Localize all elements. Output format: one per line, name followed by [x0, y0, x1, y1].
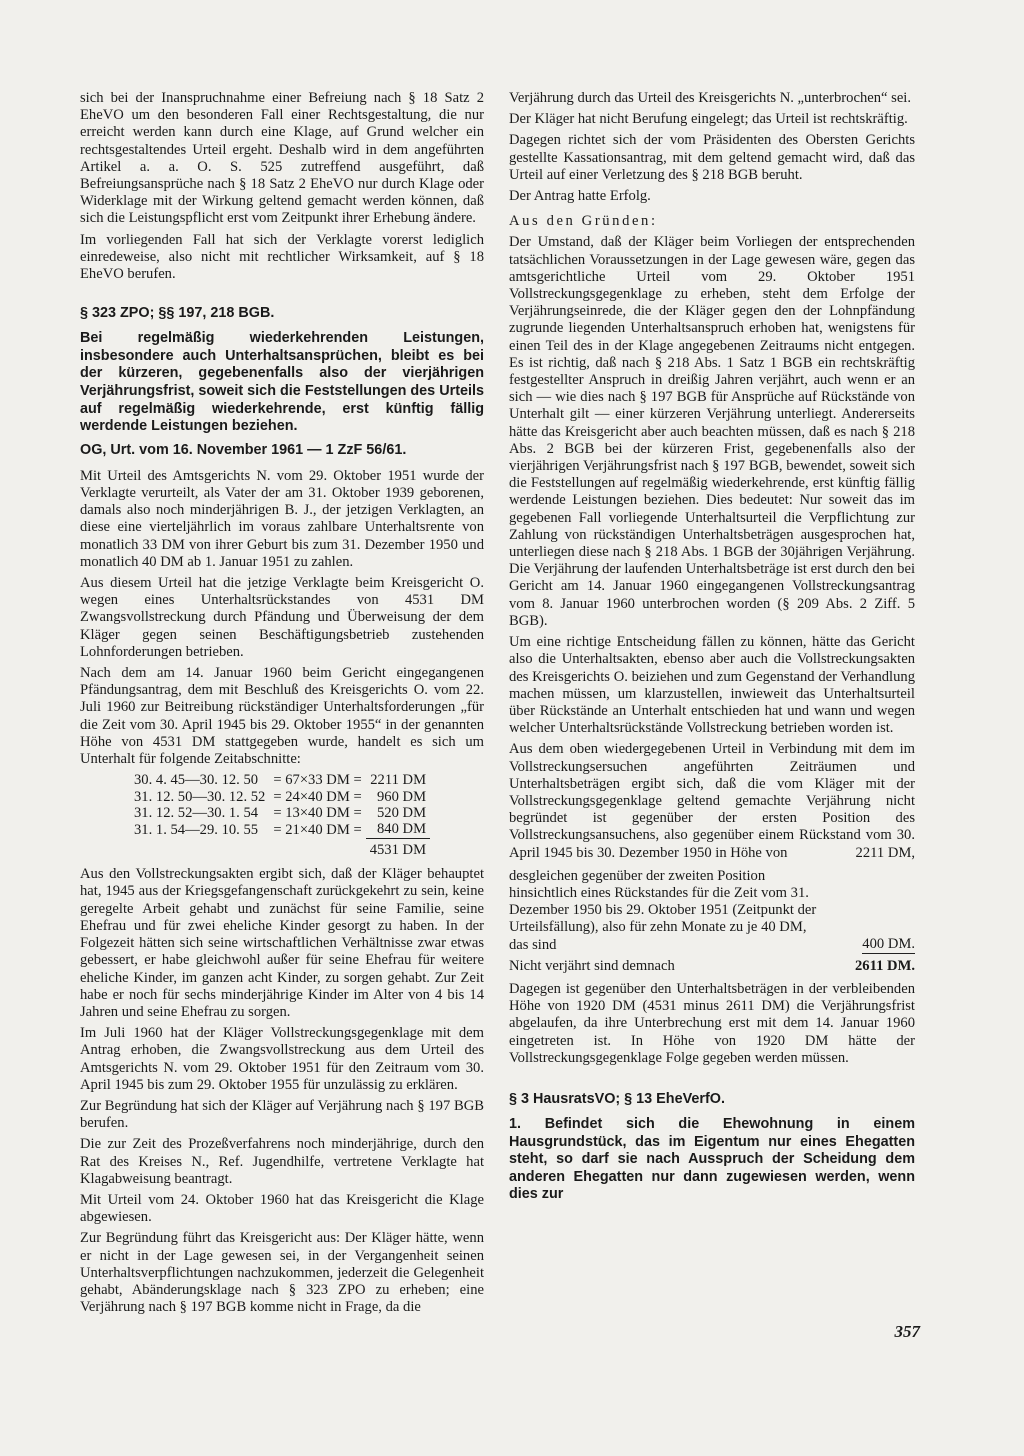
amount-total: 2611 DM. — [855, 957, 915, 974]
amount: 2211 DM, — [855, 844, 915, 861]
headnote: Bei regelmäßig wiederkehrenden Leistungen, insbesondere auch Unterhaltsansprüchen, bleibt es bei der kürzeren, gegebenenfalls also der vierjährigen Verjährungsfrist, soweit sich die Feststellungen des Urteils auf regelmäßig wiederkehrende, erst künftig fällig werdende Leistungen beziehen. — [80, 330, 484, 435]
paragraph: Um eine richtige Entscheidung fällen zu können, hätte das Gericht also die Unterhaltsakten, ebenso aber auch die Vollstreckungsakten des Kreisgerichts O. beiziehen und zum Gegenstand der Verhandlung machen müssen, um klarzustellen, inwieweit das Unterhaltsurteil über Rückstände an Unterhalt entschieden hat und wann und wegen welcher Unterhaltsrückstände Vollstreckung betrieben worden ist. — [509, 634, 915, 737]
calc-formula: = 24×40 DM = — [273, 788, 362, 805]
paragraph: Im Juli 1960 hat der Kläger Vollstreckungsgegenklage mit dem Antrag erhoben, die Zwangsvollstreckung aus dem Urteil des Amtsgerichts N. vom 29. Oktober 1951 für den Zeitraum vom 30. April 1945 bis zum 29. Oktober 1955 für unzulässig zu erklären. — [80, 1025, 484, 1093]
calc-amount: 840 DM — [376, 821, 427, 838]
calc-formula: = 67×33 DM = — [273, 772, 362, 789]
paragraph: Der Kläger hat nicht Berufung eingelegt; das Urteil ist rechtskräftig. — [509, 111, 908, 128]
calc-period: 31. 12. 50—30. 12. 52 — [134, 788, 266, 805]
page-number: 357 — [894, 1322, 920, 1341]
headnote: 1. Befindet sich die Ehewohnung in einem Hausgrundstück, das im Eigentum nur eines Ehegatten steht, so darf sie nach Ausspruch der Scheidung dem anderen Ehegatten nur dann zugewiesen werden, wenn dies zur — [509, 1115, 915, 1203]
paragraph: Aus den Vollstreckungsakten ergibt sich, daß der Kläger behauptet hat, 1945 aus der Kriegsgefangenschaft zurückgekehrt zu sein, keine geregelte Arbeit gehabt und zunächst für seine Familie, seine Ehefrau und für zwei eheliche Kinder gesorgt zu haben. In der Folgezeit hätten sich seine wirtschaftlichen Verhältnisse zwar etwas gebessert, er habe gleichwohl außer für seine Ehefrau für weitere eheliche Kinder, im ganzen acht Kinder, zu sorgen gehabt. Zur Zeit habe er noch für sechs minderjährige Kinder im Alter von 4 bis 14 Jahren und seine Ehefrau zu sorgen. — [80, 866, 484, 1020]
table-row — [130, 805, 430, 821]
paragraph: Mit Urteil des Amtsgerichts N. vom 29. Oktober 1951 wurde der Verklagte verurteilt, als Vater der am 31. Oktober 1939 geborenen, damals also noch minderjährigen B. J., der jetzigen Verklagten, an diese eine vierteljährlich im voraus zahlbare Unterhaltsrente von monatlich 33 DM von ihrer Geburt bis zum 31. Dezember 1950 und monatlich 40 DM ab 1. Januar 1951 zu zahlen. — [80, 467, 484, 570]
paragraph: Verjährung durch das Urteil des Kreisgerichts N. „unterbrochen“ sei. — [509, 90, 911, 106]
paragraph: Dagegen richtet sich der vom Präsidenten des Obersten Gerichts gestellte Kassationsantrag, mit dem geltend gemacht wird, daß das Urteil auf einer Verletzung des § 218 BGB beruht. — [509, 132, 915, 183]
paragraph: Dagegen ist gegenüber den Unterhaltsbeträgen in der verbleibenden Höhe von 1920 DM (4531 minus 2611 DM) die Verjährungsfrist abgelaufen, da ihre Unterbrechung erst mit dem 14. Januar 1960 eingetreten ist. In Höhe von 1920 DM hätte der Vollstreckungsgegenklage Folge gegeben werden müssen. — [509, 980, 915, 1066]
section-heading: § 323 ZPO; §§ 197, 218 BGB. — [80, 305, 275, 322]
paragraph-with-amount — [509, 741, 915, 861]
reasons-heading: Aus den Gründen: — [509, 213, 658, 230]
arrears-table — [130, 772, 430, 858]
table-row — [130, 772, 430, 788]
calc-period: 30. 4. 45—30. 12. 50 — [134, 772, 259, 789]
table-row — [130, 821, 430, 838]
table-row — [130, 789, 430, 805]
calc-formula: = 13×40 DM = — [273, 805, 362, 822]
paragraph: Zur Begründung hat sich der Kläger auf Verjährung nach § 197 BGB berufen. — [80, 1097, 484, 1132]
calc-amount: 520 DM — [376, 805, 427, 822]
paragraph: Aus dem oben wiedergegebenen Urteil in Verbindung mit dem im Vollstreckungsersuchen angeführten Zeiträumen und Unterhaltsbeträgen ergibt sich, daß die vom Kläger mit der Vollstreckungsgegenklage geltend gemachte Verjährung nicht begründet ist gegenüber der ersten Position des Vollstreckungsansuchens, also gegenüber einem Rückstand vom 30. April 1945 bis 30. Dezember 1950 in Höhe von — [509, 741, 915, 861]
calc-period: 31. 1. 54—29. 10. 55 — [134, 821, 259, 838]
calc-period: 31. 12. 52—30. 1. 54 — [134, 805, 259, 822]
paragraph: Die zur Zeit des Prozeßverfahrens noch minderjährige, durch den Rat des Kreises N., Ref. Jugendhilfe, vertretene Verklagte hat Klagabweisung beantragt. — [80, 1136, 484, 1187]
paragraph: Zur Begründung führt das Kreisgericht aus: Der Kläger hätte, wenn er nicht in der Lage gewesen sei, in der Vergangenheit seinen Unterhaltsverpflichtungen nachzukommen, jederzeit die Gelegenheit gehabt, Abänderungsklage nach § 323 ZPO zu erheben; eine Verjährung nach § 197 BGB komme nicht in Frage, da die — [80, 1230, 484, 1316]
amount-row — [509, 958, 915, 975]
calc-amount: 960 DM — [376, 788, 427, 805]
right-column — [509, 90, 915, 1210]
paragraph: Der Antrag hatte Erfolg. — [509, 188, 651, 205]
amount-row-text: Nicht verjährt sind demnach — [509, 957, 675, 974]
amount-row-text: desgleichen gegenüber der zweiten Position hinsichtlich eines Rückstandes für die Zeit vom 31. Dezember 1950 bis 29. Oktober 1951 (Zeitpunkt der Urteilsfällung), also für zehn Monate zu je 40 DM, das sind — [509, 867, 817, 953]
left-column — [80, 90, 484, 1320]
amount-row — [509, 868, 915, 954]
paragraph: Im vorliegenden Fall hat sich der Verklagte vorerst lediglich einredeweise, also nicht mit rechtlicher Wirksamkeit, auf § 18 EheVO berufen. — [80, 231, 484, 283]
calc-amount: 2211 DM — [370, 772, 427, 789]
amount: 400 DM. — [862, 936, 915, 954]
calc-total: 4531 DM — [366, 838, 430, 858]
paragraph: Mit Urteil vom 24. Oktober 1960 hat das Kreisgericht die Klage abgewiesen. — [80, 1191, 484, 1226]
paragraph: sich bei der Inanspruchnahme einer Befreiung nach § 18 Satz 2 EheVO um den besonderen Fall einer Rechtsgestaltung, die nur erreicht werden kann durch eine Klage, auf Grund welcher ein rechtsgestaltendes Urteil ergeht. Deshalb wird in dem angeführten Artikel a. a. O. S. 525 zutreffend ausgeführt, daß Befreiungsansprüche nach § 18 Satz 2 EheVO nur durch Klage oder Widerklage mit der Wirkung geltend gemacht werden können, daß sich die Leistungspflicht erst vom Zeitpunkt ihrer Erhebung ändere. — [80, 90, 484, 227]
table-total-row — [130, 838, 430, 858]
calc-formula: = 21×40 DM = — [273, 821, 362, 838]
paragraph: Aus diesem Urteil hat die jetzige Verklagte beim Kreisgericht O. wegen eines Unterhaltsrückstandes von 4531 DM Zwangsvollstreckung durch Pfändung und Überweisung der dem Kläger gegen seinen Beschäftigungsbetrieb zustehenden Lohnforderungen betrieben. — [80, 575, 484, 660]
paragraph: Nach dem am 14. Januar 1960 beim Gericht eingegangenen Pfändungsantrag, dem mit Beschluß des Kreisgerichts O. vom 22. Juli 1960 zur Beitreibung rückständiger Unterhaltsforderungen „für die Zeit vom 30. April 1945 bis 29. Oktober 1955“ in der genannten Höhe von 4531 DM stattgegeben wurde, handelt es sich um Unterhalt für folgende Zeitabschnitte: — [80, 665, 484, 768]
court-citation: OG, Urt. vom 16. November 1961 — 1 ZzF 56/61. — [80, 441, 407, 458]
paragraph: Der Umstand, daß der Kläger beim Vorliegen der entsprechenden tatsächlichen Voraussetzungen in der Lage gewesen wäre, gegen das amtsgerichtliche Urteil vom 29. Oktober 1951 Vollstreckungsgegenklage zu erheben, steht dem Erfolge der Verjährungseinrede, die der Kläger gegen den der Lohnpfändung zugrunde liegenden Unterhaltsanspruch erhoben hat, wenigstens für einen Teil des in der Klage angegebenen Zeitraums nicht entgegen. Es ist richtig, daß nach § 218 Abs. 1 Satz 1 BGB ein rechtskräftig festgestellter Anspruch in dreißig Jahren verjährt, auch wenn er an sich — wie dies nach § 197 BGB für Ansprüche auf Rückstände von Unterhalt gilt — einer kürzeren Verjährung unterliegt. Andererseits hätte das Kreisgericht aber auch beachten müssen, daß es nach § 218 Abs. 2 BGB bei der kürzeren Frist, gegebenenfalls also der vierjährigen Verjährungsfrist nach § 197 BGB, bewendet, soweit sich die Feststellungen auf regelmäßig wiederkehrende, erst künftig fällig werdende Leistungen beziehen. Dies bedeutet: Nur soweit das im gegebenen Fall vorliegende Unterhaltsurteil die Verpflichtung zur Zahlung von rückständigen Unterhaltsbeträgen ausgesprochen hat, unterliegen diese nach § 218 Abs. 1 BGB der 30jährigen Verjährung. Die Verjährung der laufenden Unterhaltsbeträge ist erst durch den bei Gericht am 14. Januar 1960 eingegangenen Vollstreckungsantrag vom 8. Januar 1960 unterbrochen worden (§ 209 Abs. 2 Ziff. 5 BGB). — [509, 234, 915, 629]
section-heading: § 3 HausratsVO; § 13 EheVerfO. — [509, 1090, 725, 1107]
